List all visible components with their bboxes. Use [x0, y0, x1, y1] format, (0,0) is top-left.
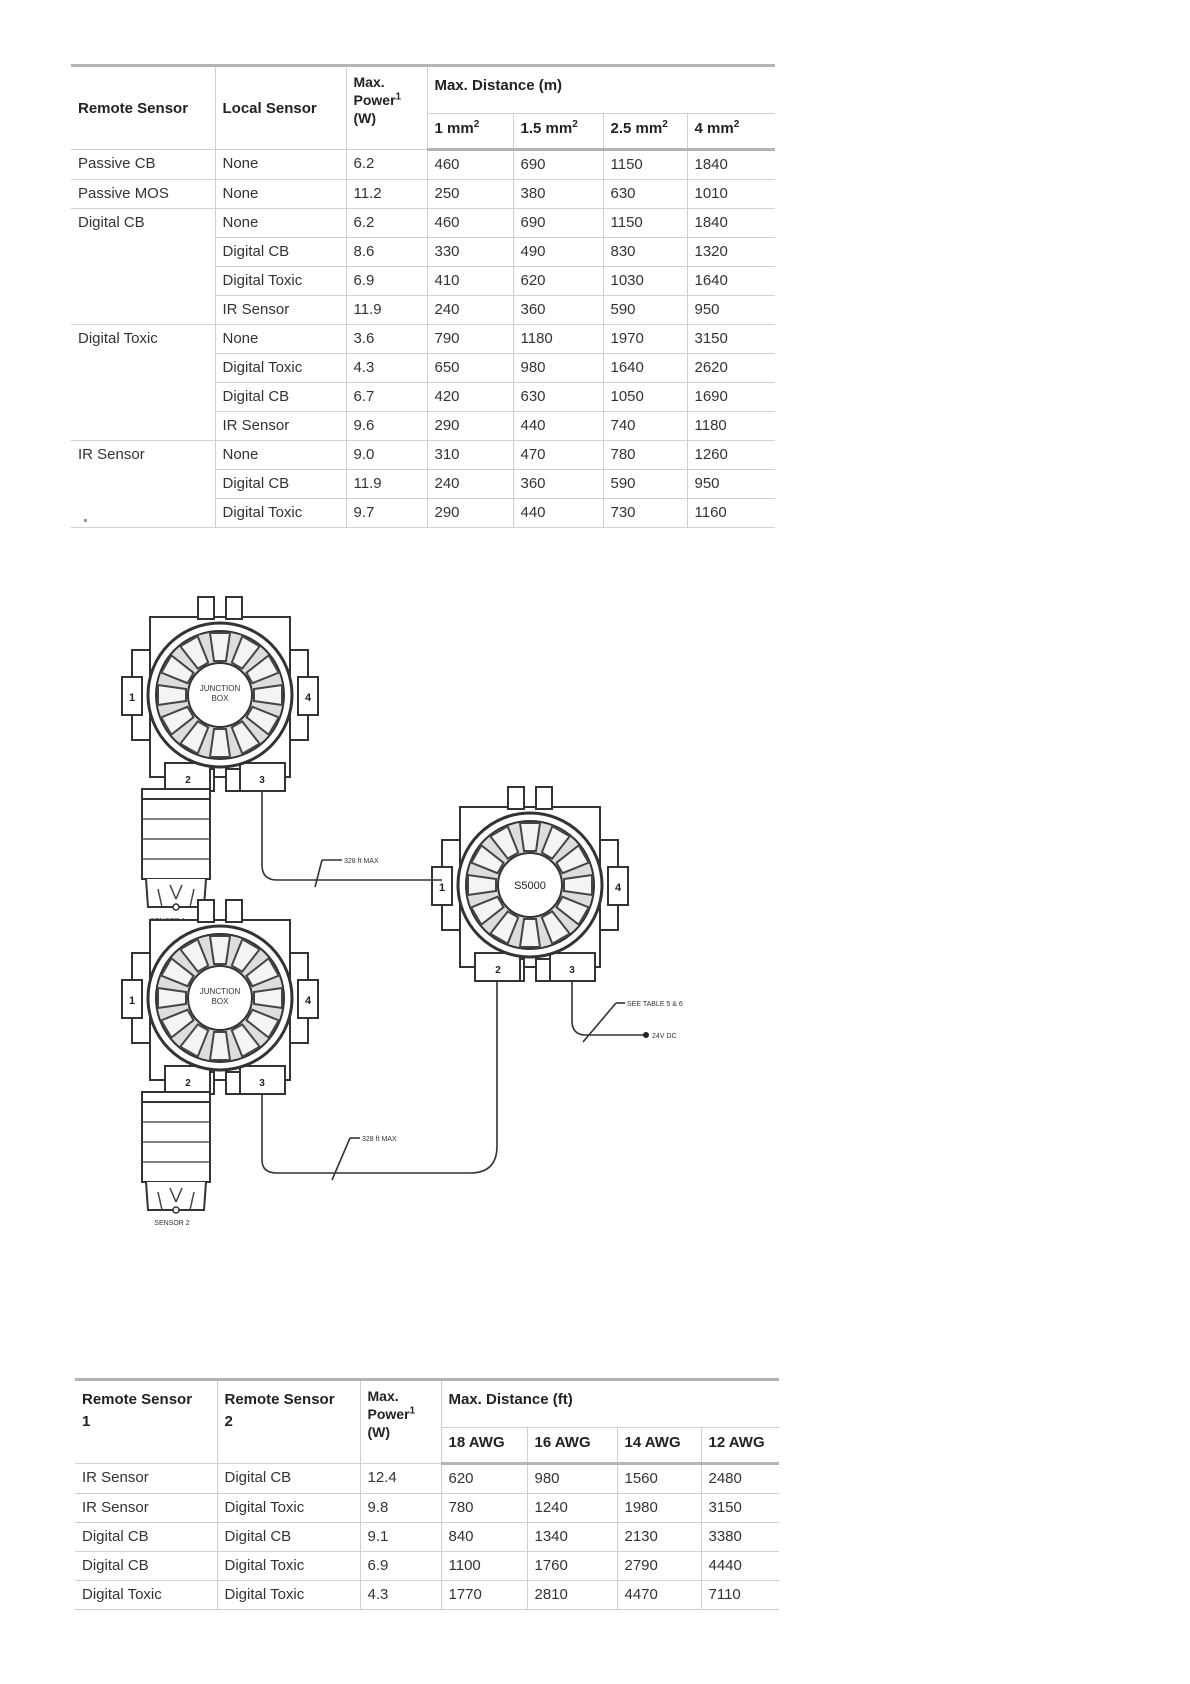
controller-port-4: 4: [614, 882, 622, 894]
cell-distance: 420: [427, 383, 513, 412]
header-remote-sensor: Remote Sensor: [71, 66, 215, 150]
controller-label: S5000: [514, 880, 546, 892]
sensor-1: [142, 789, 210, 910]
table-row: [71, 180, 775, 209]
cell-remote-sensor-2: Digital Toxic: [217, 1581, 360, 1610]
cell-distance: 440: [513, 412, 603, 441]
see-table-label: SEE TABLE 5 & 6: [627, 1001, 683, 1008]
cell-distance: 360: [513, 296, 603, 325]
cable1-label: 328 ft MAX: [344, 858, 379, 865]
cell-distance: 240: [427, 296, 513, 325]
sensor-2: [142, 1092, 210, 1213]
cell-remote-sensor-2: Digital CB: [217, 1464, 360, 1494]
junction-box-1: [122, 597, 318, 791]
cell-distance: 360: [513, 470, 603, 499]
cell-max-power: 8.6: [346, 238, 427, 267]
table-row: [71, 354, 775, 383]
cell-local-sensor: Digital CB: [215, 470, 346, 499]
cell-distance: 1010: [687, 180, 775, 209]
cell-distance: 740: [603, 412, 687, 441]
cell-local-sensor: Digital Toxic: [215, 499, 346, 528]
cell-distance: 1320: [687, 238, 775, 267]
cell-distance: 650: [427, 354, 513, 383]
jb2-port-1: 1: [128, 995, 136, 1007]
cell-distance: 290: [427, 499, 513, 528]
jb1-port-2: 2: [185, 775, 191, 786]
table-body: [71, 150, 775, 528]
cell-local-sensor: Digital Toxic: [215, 354, 346, 383]
power-label: 24V DC: [652, 1033, 677, 1040]
cell-distance: 1840: [687, 150, 775, 180]
jb1-label-line2: BOX: [211, 694, 229, 703]
controller-port-2: 2: [495, 965, 501, 976]
cell-distance: 1260: [687, 441, 775, 470]
cell-distance: 950: [687, 470, 775, 499]
power-terminal-dot: [643, 1032, 649, 1038]
cell-max-power: 6.9: [346, 267, 427, 296]
table-row: [71, 238, 775, 267]
header-remote-sensor-2: Remote Sensor 2: [217, 1380, 360, 1464]
cell-local-sensor: None: [215, 150, 346, 180]
cell-max-power: 11.2: [346, 180, 427, 209]
cell-distance: 460: [427, 209, 513, 238]
header-size: 1 $mm^2$: [427, 114, 513, 150]
cell-distance: 380: [513, 180, 603, 209]
cell-distance: 7110: [701, 1581, 779, 1610]
cell-distance: 950: [687, 296, 775, 325]
cell-distance: 1030: [603, 267, 687, 296]
cell-distance: 780: [441, 1494, 527, 1523]
cell-local-sensor: None: [215, 180, 346, 209]
header-max-distance: Max. Distance (ft): [441, 1380, 779, 1428]
cell-local-sensor: None: [215, 209, 346, 238]
header-size: 4 $mm^2$: [687, 114, 775, 150]
table-row: [71, 383, 775, 412]
header-max-power: [346, 66, 427, 150]
cell-remote-sensor: Passive MOS: [71, 180, 215, 209]
header-awg: 18 AWG: [441, 1428, 527, 1464]
cell-max-power: 9.7: [346, 499, 427, 528]
controller-port-1: 1: [438, 882, 446, 894]
cell-max-power: 4.3: [360, 1581, 441, 1610]
jb2-label-line2: BOX: [211, 997, 229, 1006]
table-row: [75, 1494, 779, 1523]
cell-distance: 730: [603, 499, 687, 528]
cell-distance: 3150: [701, 1494, 779, 1523]
table-row: [75, 1523, 779, 1552]
cell-distance: 2130: [617, 1523, 701, 1552]
cell-distance: 690: [513, 209, 603, 238]
cell-distance: 620: [513, 267, 603, 296]
table-row: [71, 325, 775, 354]
cell-remote-sensor-2: Digital CB: [217, 1523, 360, 1552]
cell-max-power: 11.9: [346, 296, 427, 325]
cell-remote-sensor: IR Sensor: [71, 441, 215, 470]
header-size: 2.5 $mm^2$: [603, 114, 687, 150]
cell-distance: 3150: [687, 325, 775, 354]
controller-s5000: [432, 787, 628, 981]
cell-local-sensor: None: [215, 325, 346, 354]
cell-distance: 460: [427, 150, 513, 180]
cell-distance: 630: [603, 180, 687, 209]
cell-distance: 980: [513, 354, 603, 383]
cell-distance: 1050: [603, 383, 687, 412]
cell-distance: 1770: [441, 1581, 527, 1610]
cell-distance: 1640: [603, 354, 687, 383]
cell-local-sensor: None: [215, 441, 346, 470]
cell-local-sensor: Digital CB: [215, 383, 346, 412]
table-row: [71, 267, 775, 296]
cell-remote-sensor: [71, 383, 215, 412]
cell-distance: 1980: [617, 1494, 701, 1523]
cell-distance: 470: [513, 441, 603, 470]
header-max-power-line3: (W): [353, 110, 377, 126]
jb1-port-4: 4: [304, 692, 312, 704]
junction-box-2: [122, 900, 318, 1094]
cell-distance: 830: [603, 238, 687, 267]
cell-distance: 630: [513, 383, 603, 412]
cell-distance: 1690: [687, 383, 775, 412]
cable-power: [572, 981, 646, 1035]
wiring-diagram: [120, 595, 800, 1295]
table-row: [75, 1464, 779, 1494]
jb1-port-1: 1: [128, 692, 136, 704]
cell-distance: 2810: [527, 1581, 617, 1610]
cell-distance: 1150: [603, 150, 687, 180]
cell-distance: 3380: [701, 1523, 779, 1552]
cell-max-power: 6.2: [346, 209, 427, 238]
header-awg: 14 AWG: [617, 1428, 701, 1464]
cell-distance: 1970: [603, 325, 687, 354]
cell-remote-sensor: [71, 354, 215, 383]
jb1-port-3: 3: [259, 775, 265, 786]
jb2-port-2: 2: [185, 1078, 191, 1089]
jb2-port-4: 4: [304, 995, 312, 1007]
header-max-power-line2: Power: [353, 92, 396, 108]
cell-distance: 1180: [513, 325, 603, 354]
cell-max-power: 11.9: [346, 470, 427, 499]
cell-distance: 1240: [527, 1494, 617, 1523]
cell-distance: 250: [427, 180, 513, 209]
header-max-power: Max. Power$^1$ (W): [360, 1380, 441, 1464]
cell-remote-sensor-1: Digital CB: [75, 1552, 217, 1581]
cable-jb1-controller: [262, 791, 442, 880]
cell-distance: 1180: [687, 412, 775, 441]
table-row: [75, 1552, 779, 1581]
cell-distance: 620: [441, 1464, 527, 1494]
cell-distance: 790: [427, 325, 513, 354]
cell-distance: 4440: [701, 1552, 779, 1581]
sensor-2-label: SENSOR 2: [154, 1220, 190, 1227]
cell-distance: 980: [527, 1464, 617, 1494]
cell-distance: 1340: [527, 1523, 617, 1552]
cell-remote-sensor-1: IR Sensor: [75, 1464, 217, 1494]
cell-remote-sensor: Digital CB: [71, 209, 215, 238]
table-row: [71, 441, 775, 470]
cell-local-sensor: IR Sensor: [215, 296, 346, 325]
cell-remote-sensor: Passive CB: [71, 150, 215, 180]
cell-distance: 2790: [617, 1552, 701, 1581]
cell-max-power: 4.3: [346, 354, 427, 383]
cell-local-sensor: Digital Toxic: [215, 267, 346, 296]
header-max-power-line1: Max.: [353, 74, 385, 90]
cell-remote-sensor: [71, 412, 215, 441]
cell-remote-sensor-1: Digital CB: [75, 1523, 217, 1552]
controller-port-3: 3: [569, 965, 575, 976]
cell-distance: 590: [603, 470, 687, 499]
cell-max-power: 9.6: [346, 412, 427, 441]
cell-max-power: 6.9: [360, 1552, 441, 1581]
jb2-label-line1: JUNCTION: [199, 987, 241, 996]
cell-distance: 410: [427, 267, 513, 296]
cell-remote-sensor: [71, 238, 215, 267]
cell-remote-sensor: Digital Toxic: [71, 325, 215, 354]
wire-distance-table-imperial: [75, 1378, 779, 1610]
footnote-marker: 1: [395, 91, 402, 103]
cell-distance: 840: [441, 1523, 527, 1552]
cell-remote-sensor-1: IR Sensor: [75, 1494, 217, 1523]
cell-distance: 330: [427, 238, 513, 267]
cell-distance: 490: [513, 238, 603, 267]
header-remote-sensor-1: Remote Sensor 1: [75, 1380, 217, 1464]
table-row: [71, 470, 775, 499]
cell-remote-sensor-2: Digital Toxic: [217, 1494, 360, 1523]
table-row: [71, 296, 775, 325]
cell-distance: 440: [513, 499, 603, 528]
cell-distance: 240: [427, 470, 513, 499]
table-row: [71, 209, 775, 238]
cell-distance: 1640: [687, 267, 775, 296]
header-local-sensor: Local Sensor: [215, 66, 346, 150]
cell-distance: 1760: [527, 1552, 617, 1581]
wire-distance-table-metric: [71, 64, 775, 528]
header-max-distance: Max. Distance (m): [427, 66, 775, 114]
cell-max-power: 6.7: [346, 383, 427, 412]
cell-max-power: 9.1: [360, 1523, 441, 1552]
cell-local-sensor: IR Sensor: [215, 412, 346, 441]
table-row: [71, 499, 775, 528]
cable2-label: 328 ft MAX: [362, 1136, 397, 1143]
cell-distance: 1160: [687, 499, 775, 528]
cell-distance: 4470: [617, 1581, 701, 1610]
table-body: [75, 1464, 779, 1610]
cell-local-sensor: Digital CB: [215, 238, 346, 267]
cell-max-power: 9.8: [360, 1494, 441, 1523]
table-row: [71, 150, 775, 180]
cell-remote-sensor: [71, 470, 215, 499]
cell-remote-sensor: [71, 499, 215, 528]
jb1-label-line1: JUNCTION: [199, 684, 241, 693]
cell-distance: 1840: [687, 209, 775, 238]
cell-remote-sensor: [71, 267, 215, 296]
cell-distance: 1560: [617, 1464, 701, 1494]
header-awg: 12 AWG: [701, 1428, 779, 1464]
jb2-port-3: 3: [259, 1078, 265, 1089]
header-awg: 16 AWG: [527, 1428, 617, 1464]
cell-max-power: 12.4: [360, 1464, 441, 1494]
cell-max-power: 6.2: [346, 150, 427, 180]
cell-distance: 1100: [441, 1552, 527, 1581]
footnote-mark: [84, 519, 87, 522]
cell-remote-sensor-1: Digital Toxic: [75, 1581, 217, 1610]
table-row: [75, 1581, 779, 1610]
cell-distance: 310: [427, 441, 513, 470]
table-row: [71, 412, 775, 441]
header-size: 1.5 $mm^2$: [513, 114, 603, 150]
cell-max-power: 9.0: [346, 441, 427, 470]
cell-remote-sensor-2: Digital Toxic: [217, 1552, 360, 1581]
cell-distance: 1150: [603, 209, 687, 238]
cell-remote-sensor: [71, 296, 215, 325]
cell-distance: 780: [603, 441, 687, 470]
cell-distance: 690: [513, 150, 603, 180]
cell-distance: 290: [427, 412, 513, 441]
cell-max-power: 3.6: [346, 325, 427, 354]
cell-distance: 590: [603, 296, 687, 325]
cell-distance: 2480: [701, 1464, 779, 1494]
cell-distance: 2620: [687, 354, 775, 383]
